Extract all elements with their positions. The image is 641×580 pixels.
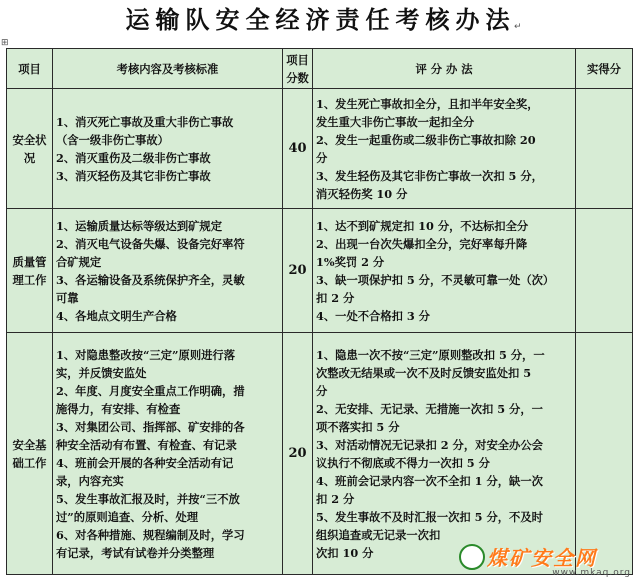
method-line: 扣 2 分 (316, 491, 355, 506)
watermark-text: 煤矿安全网 (487, 546, 597, 570)
header-method: 评 分 办 法 (313, 49, 576, 89)
row-item: 质量管理工作 (7, 209, 53, 333)
method-line: 次整改无结果或一次不及时反馈安监处扣 5 (316, 365, 532, 380)
method-line: 2、出现一台次失爆扣全分，完好率每升降 (316, 236, 528, 251)
row-criteria (53, 333, 283, 575)
criteria-line: 合矿规定 (56, 254, 102, 269)
header-actual: 实得分 (576, 49, 633, 89)
method-line: 4、一处不合格扣 3 分 (316, 308, 430, 323)
row-criteria (53, 89, 283, 209)
method-line: 组织追查或无记录一次扣 (316, 527, 441, 542)
method-line: 发生重大非伤亡事故一起扣全分 (316, 114, 475, 129)
row-item: 安全基础工作 (7, 333, 53, 575)
method-line: 分 (316, 150, 328, 165)
table-row (7, 333, 633, 575)
table-row (7, 209, 633, 333)
criteria-line: 1、对隐患整改按“三定”原则进行落 (56, 347, 236, 362)
header-row (7, 49, 633, 89)
header-criteria: 考核内容及考核标准 (53, 49, 283, 89)
criteria-line: 可靠 (56, 290, 79, 305)
criteria-line: （含一级非伤亡事故） (56, 132, 169, 147)
criteria-line: 6、对各种措施、规程编制及时，学习 (56, 527, 245, 542)
header-points: 项目分数 (283, 49, 313, 89)
document-title: 运输队安全经济责任考核办法 (125, 5, 516, 34)
method-line: 1、达不到矿规定扣 10 分，不达标扣全分 (316, 218, 529, 233)
row-method (313, 333, 576, 575)
method-line: 扣 2 分 (316, 290, 355, 305)
method-line: 次扣 10 分 (316, 545, 374, 560)
method-line: 项不落实扣 5 分 (316, 419, 400, 434)
criteria-line: 4、班前会开展的各种安全活动有记 (56, 455, 234, 470)
criteria-line: 4、各地点文明生产合格 (56, 308, 177, 323)
criteria-line: 种安全活动有布置、有检查、有记录 (56, 437, 237, 452)
criteria-line: 录，内容充实 (56, 473, 124, 488)
method-line: 3、缺一项保护扣 5 分，不灵敏可靠一处（次） (316, 272, 555, 287)
table-anchor-mark: ⊞ (1, 38, 9, 48)
criteria-line: 2、消灭电气设备失爆、设备完好率符 (56, 236, 245, 251)
method-line: 2、发生一起重伤或二级非伤亡事故扣除 20 (316, 132, 536, 147)
method-line: 1%奖罚 2 分 (316, 254, 385, 269)
method-line: 5、发生事故不及时汇报一次扣 5 分，不及时 (316, 509, 543, 524)
criteria-line: 3、对集团公司、指挥部、矿安排的各 (56, 419, 245, 434)
row-method (313, 209, 576, 333)
method-line: 1、发生死亡事故扣全分，且扣半年安全奖， (316, 96, 539, 111)
row-actual (576, 333, 633, 575)
header-item: 项目 (7, 49, 53, 89)
criteria-line: 5、发生事故汇报及时，并按“三不放 (56, 491, 240, 506)
assessment-table (6, 48, 633, 575)
criteria-line: 1、运输质量达标等级达到矿规定 (56, 218, 223, 233)
method-line: 4、班前会记录内容一次不全扣 1 分，缺一次 (316, 473, 543, 488)
method-line: 1、隐患一次不按“三定”原则整改扣 5 分，一 (316, 347, 545, 362)
criteria-line: 有记录，考试有试卷并分类整理 (56, 545, 215, 560)
row-actual (576, 89, 633, 209)
method-line: 议执行不彻底或不得力一次扣 5 分 (316, 455, 490, 470)
method-line: 3、发生轻伤及其它非伤亡事故一次扣 5 分， (316, 168, 543, 183)
row-actual (576, 209, 633, 333)
method-line: 消灭轻伤奖 10 分 (316, 186, 408, 201)
criteria-line: 3、消灭轻伤及其它非伤亡事故 (56, 168, 211, 183)
table-row (7, 89, 633, 209)
criteria-line: 2、年度、月度安全重点工作明确，措 (56, 383, 245, 398)
row-method (313, 89, 576, 209)
method-line: 分 (316, 383, 328, 398)
title-return-mark: ↵ (514, 22, 522, 32)
criteria-line: 实，并反馈安监处 (56, 365, 147, 380)
watermark-url: www.mkaq.org (552, 568, 631, 578)
site-logo-icon (459, 544, 485, 570)
method-line: 2、无安排、无记录、无措施一次扣 5 分，一 (316, 401, 543, 416)
criteria-line: 2、消灭重伤及二级非伤亡事故 (56, 150, 211, 165)
method-line: 3、对活动情况无记录扣 2 分，对安全办公会 (316, 437, 543, 452)
site-watermark (457, 542, 637, 578)
row-criteria (53, 209, 283, 333)
criteria-line: 3、各运输设备及系统保护齐全，灵敏 (56, 272, 245, 287)
row-points: 40 (283, 89, 313, 209)
criteria-line: 施得力，有安排、有检查 (56, 401, 181, 416)
criteria-line: 过”的原则追查、分析、处理 (56, 509, 199, 524)
row-item: 安全状况 (7, 89, 53, 209)
criteria-line: 1、消灭死亡事故及重大非伤亡事故 (56, 114, 234, 129)
row-points: 20 (283, 333, 313, 575)
row-points: 20 (283, 209, 313, 333)
